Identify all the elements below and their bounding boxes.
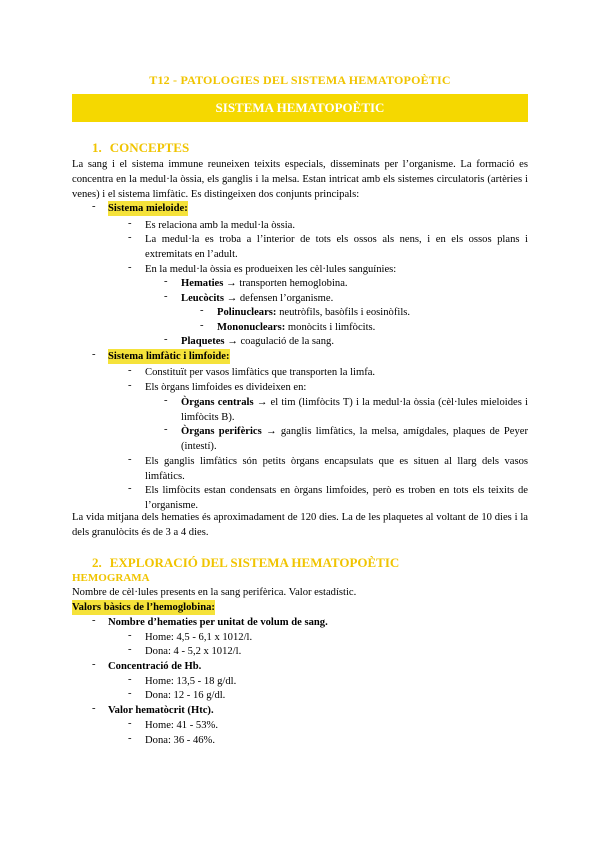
bullet-dash: -: [92, 201, 96, 212]
bullet-dash: -: [92, 615, 96, 626]
section-title: CONCEPTES: [109, 140, 190, 155]
section-banner: SISTEMA HEMATOPOÈTIC: [72, 94, 528, 122]
bullet-dash: -: [128, 380, 132, 391]
list-item-polinuclears: Polinuclears: neutròfils, basòfils i eosinòfils.: [217, 307, 411, 318]
list-item-mononuclears: Mononuclears: monòcits i limfòcits.: [217, 322, 376, 333]
bullet-dash: -: [164, 395, 168, 406]
list-item: Dona: 12 - 16 g/dl.: [145, 690, 226, 701]
bullet-dash: -: [128, 483, 132, 494]
bullet-dash: -: [92, 349, 96, 360]
bullet-dash: -: [128, 630, 132, 641]
bullet-dash: -: [128, 365, 132, 376]
bullet-dash: -: [92, 659, 96, 670]
list-item: Dona: 4 - 5,2 x 1012/l.: [145, 646, 242, 657]
list-item-leucocits: Leucòcits → defensen l’organisme.: [181, 293, 334, 304]
hemograma-intro: Nombre de cèl·lules presents en la sang perifèrica. Valor estadístic.: [72, 587, 357, 598]
list-item: Els ganglis limfàtics són petits òrgans encapsulats que es situen al llarg dels vasos limfàtics.: [145, 456, 528, 482]
bullet-dash: -: [164, 276, 168, 287]
group-label: Nombre d’hematies per unitat de volum de sang.: [108, 617, 328, 628]
list-item: Els òrgans limfoides es divideixen en:: [145, 382, 307, 393]
bullet-dash: -: [128, 454, 132, 465]
bullet-dash: -: [128, 232, 132, 243]
section-number: 1.: [92, 140, 102, 155]
bullet-dash: -: [128, 718, 132, 729]
list-item-plaquetes: Plaquetes → coagulació de la sang.: [181, 336, 334, 347]
list-item-organs-centrals: Òrgans centrals → el tim (limfòcits T) i la medul·la òssia (cèl·lules mieloides i limfòcits B).: [181, 397, 528, 423]
list-item: Es relaciona amb la medul·la òssia.: [145, 220, 296, 231]
group-label: Valor hematòcrit (Htc).: [108, 705, 214, 716]
section-heading-conceptes: [92, 140, 189, 156]
list-item: En la medul·la òssia es produeixen les cèl·lules sanguínies:: [145, 264, 397, 275]
bullet-dash: -: [164, 291, 168, 302]
document-title: T12 - PATOLOGIES DEL SISTEMA HEMATOPOÈTIC: [149, 73, 451, 87]
mieloide-label: Sistema mieloide:: [108, 203, 188, 214]
list-item: Constituït per vasos limfàtics que transporten la limfa.: [145, 367, 376, 378]
bullet-dash: -: [164, 334, 168, 345]
limfatic-label: Sistema limfàtic i limfoide:: [108, 351, 230, 362]
list-item: Home: 13,5 - 18 g/dl.: [145, 676, 237, 687]
section-number: 2.: [92, 555, 102, 570]
bullet-dash: -: [128, 644, 132, 655]
section-title: EXPLORACIÓ DEL SISTEMA HEMATOPOÈTIC: [109, 555, 400, 570]
bullet-dash: -: [200, 305, 204, 316]
bullet-dash: -: [128, 688, 132, 699]
bullet-dash: -: [92, 703, 96, 714]
list-item: Els limfòcits estan condensats en òrgans limfoides, però es troben en tots els teixits de l’organisme.: [145, 485, 528, 511]
bullet-dash: -: [164, 424, 168, 435]
subheading-hemograma: HEMOGRAMA: [72, 572, 150, 584]
list-item-hematies: Hematies → transporten hemoglobina.: [181, 278, 348, 289]
list-item: La medul·la es troba a l’interior de tots els ossos als nens, i en els ossos plans i extremitats en l’adult.: [145, 234, 528, 260]
bullet-dash: -: [200, 320, 204, 331]
section-heading-exploracio: [92, 555, 399, 571]
values-label: Valors bàsics de l’hemoglobina:: [72, 602, 215, 613]
bullet-dash: -: [128, 674, 132, 685]
bullet-dash: -: [128, 733, 132, 744]
list-item: Dona: 36 - 46%.: [145, 735, 216, 746]
intro-paragraph: La sang i el sistema immune reuneixen teixits especials, disseminats per l’organisme. La formació es concentra en la medul·la òssia, els ganglis i la melsa. Estan intricat amb els sistemes circulatoris (artèries i venes) i el sistema limfàtic. Es distingeixen dos conjunts principals:: [72, 159, 528, 200]
bullet-dash: -: [128, 262, 132, 273]
list-item: Home: 41 - 53%.: [145, 720, 218, 731]
list-item: Home: 4,5 - 6,1 x 1012/l.: [145, 632, 253, 643]
closing-paragraph: La vida mitjana dels hematies és aproximadament de 120 dies. La de les plaquetes al voltant de 10 dies i la dels granulòcits és de 3 a 4 dies.: [72, 512, 528, 538]
list-item-organs-perifèrics: Òrgans perifèrics → ganglis limfàtics, la melsa, amígdales, plaques de Peyer (intestí).: [181, 426, 528, 452]
group-label: Concentració de Hb.: [108, 661, 202, 672]
bullet-dash: -: [128, 218, 132, 229]
